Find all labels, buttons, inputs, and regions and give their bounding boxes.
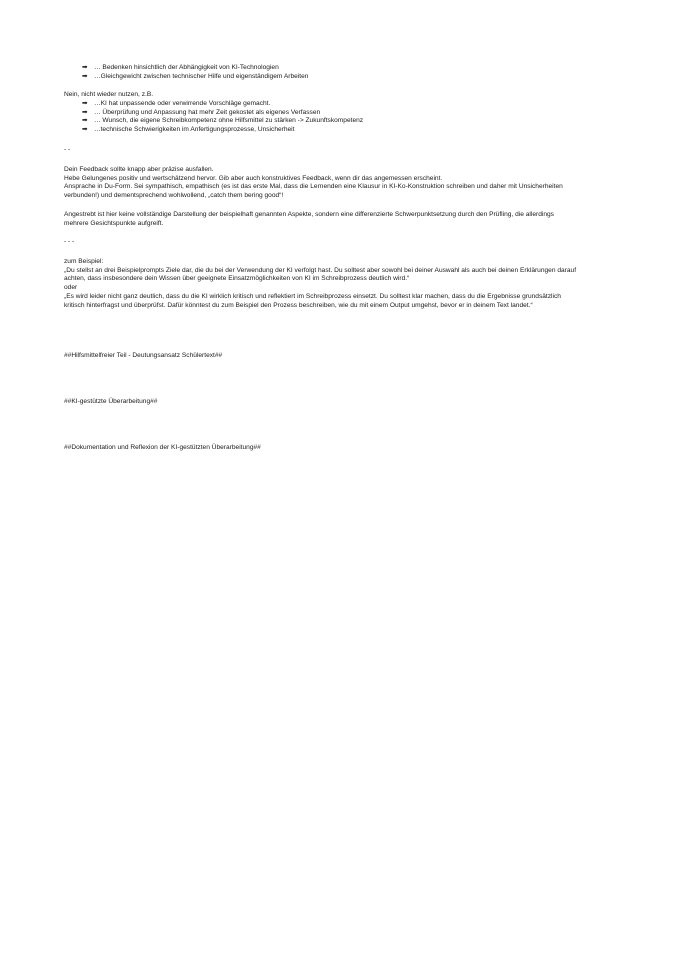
arrow-bullet-icon: ➡ (82, 108, 88, 116)
list-item-text: … Bedenken hinsichtlich der Abhängigkeit von KI-Technologien (94, 64, 279, 71)
feedback-line-4: verbunden!) und dementsprechend wohlwollend, „catch them bering good“! (64, 192, 284, 200)
list-item (82, 109, 624, 118)
section-hilfsmittelfrei (64, 352, 624, 361)
list-item (82, 73, 624, 82)
list-item (82, 64, 624, 73)
beispiel-label: zum Beispiel: (64, 258, 104, 265)
separator-text: - - (64, 146, 71, 153)
angestrebt-paragraph (64, 211, 624, 228)
feedback-paragraph (64, 166, 624, 201)
angestrebt-line-1: Angestrebt ist hier keine vollständige Darstellung der beispielhaft genannten Aspekte, sondern eine differenzierte Schwerpunktsetzung durch den Prüfling, die allerdings (64, 211, 554, 218)
section-dokumentation (64, 444, 624, 453)
quote-2-line-2: kritisch hinterfragst und überprüfst. Dafür könntest du zum Beispiel den Prozess beschreiben, wie du mit einem Output umgehst, bevor er in deinem Text landet.“ (64, 301, 533, 309)
arrow-bullet-icon: ➡ (82, 100, 88, 107)
list-item-text: …KI hat unpassende oder verwirrende Vorschläge gemacht. (94, 100, 271, 107)
section-ki-ueberarbeitung (64, 398, 624, 407)
feedback-line-3: Ansprache in Du-Form. Sei sympathisch, empathisch (es ist das erste Mal, dass die Lernenden eine Klausur in KI-Ko-Konstruktion schreiben und daher mit Unsicherheiten (64, 183, 563, 191)
section-heading: ##Hilfsmittelfreier Teil - Deutungsansatz Schülertext## (64, 352, 223, 359)
list-a (64, 64, 624, 81)
nein-intro (64, 91, 624, 100)
quote-1-line-2: achten, dass insbesondere dein Wissen über geeignete Einsatzmöglichkeiten von KI im Schreibprozess deutlich wird.“ (64, 275, 410, 283)
list-item-text: …technische Schwierigkeiten im Anfertigungsprozesse, Unsicherheit (94, 126, 295, 134)
separator-2 (64, 238, 624, 247)
quote-2-line-1: „Es wird leider nicht ganz deutlich, dass du die KI wirklich kritisch und reflektiert im Schreibprozess einsetzt. Du solltest klar machen, dass du die Ergebnisse grundsätzlich (64, 292, 561, 300)
nein-intro-text: Nein, nicht wieder nutzen, z.B. (64, 91, 154, 98)
section-heading: ##Dokumentation und Reflexion der KI-gestützten Überarbeitung## (64, 444, 261, 451)
list-b (64, 100, 624, 135)
list-item-text: …Gleichgewicht zwischen technischer Hilfe und eigenständigem Arbeiten (94, 72, 309, 80)
feedback-line-2: Hebe Gelungenes positiv und wertschätzend hervor. Gib aber auch konstruktives Feedback, wenn dir das angemessen erscheint. (64, 174, 443, 182)
separator-text: - - - (64, 238, 75, 245)
list-item-text: … Wunsch, die eigene Schreibkompetenz ohne Hilfsmittel zu stärken -> Zukunftskompetenz (94, 117, 364, 125)
arrow-bullet-icon: ➡ (82, 126, 88, 134)
separator-1 (64, 146, 624, 155)
section-heading: ##KI-gestützte Überarbeitung## (64, 398, 158, 405)
angestrebt-line-2: mehrere Gesichtspunkte aufgreift. (64, 219, 164, 227)
list-item (82, 126, 624, 135)
list-item (82, 100, 624, 109)
arrow-bullet-icon: ➡ (82, 64, 88, 71)
list-item-text: … Überprüfung und Anpassung hat mehr Zeit gekostet als eigenes Verfassen (94, 108, 321, 116)
beispiel-block (64, 258, 624, 310)
arrow-bullet-icon: ➡ (82, 117, 88, 125)
quote-1-line-1: „Du stellst an drei Beispielprompts Ziele dar, die du bei der Verwendung der KI verfolgt hast. Du solltest aber sowohl bei deiner Auswahl als auch bei deinen Erklärungen darauf (64, 266, 577, 274)
feedback-line-1: Dein Feedback sollte knapp aber präzise ausfallen. (64, 166, 214, 173)
oder-text: oder (64, 284, 78, 292)
arrow-bullet-icon: ➡ (82, 72, 88, 80)
list-item (82, 117, 624, 126)
